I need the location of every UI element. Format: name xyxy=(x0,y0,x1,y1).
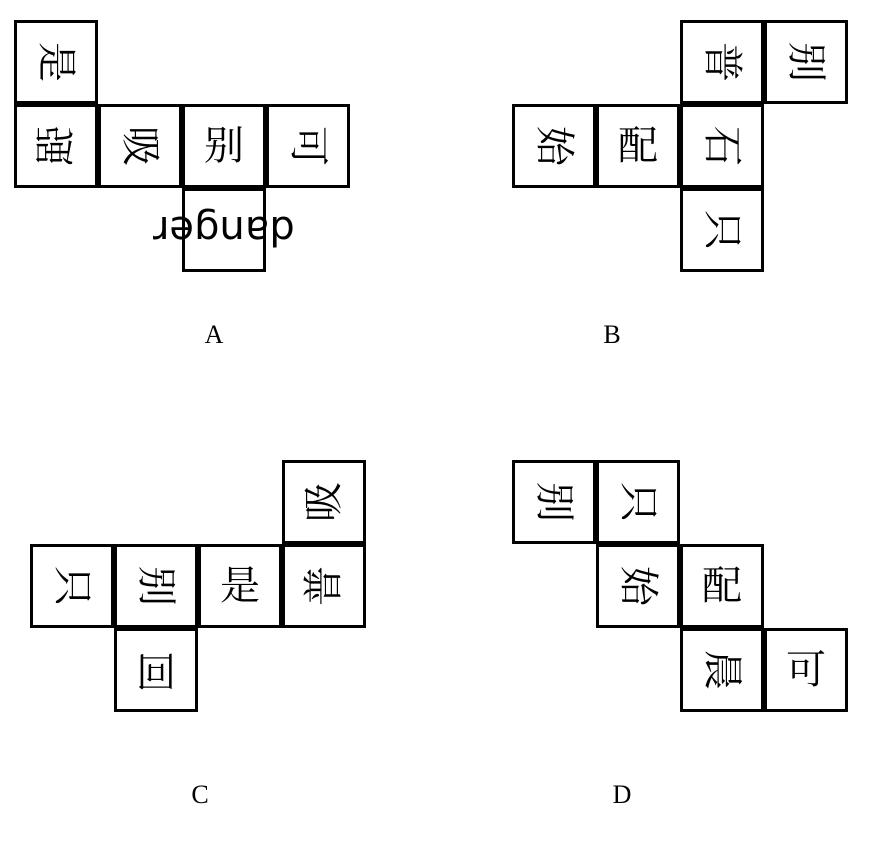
cube-net-d xyxy=(512,460,852,710)
cell-d-1 xyxy=(512,460,596,544)
cell-b-1-glyph: 普 xyxy=(699,42,745,82)
cell-b-4-glyph: 配 xyxy=(618,123,658,169)
cell-b-4 xyxy=(596,104,680,188)
figure-c xyxy=(30,460,390,820)
cell-d-3-glyph: 始 xyxy=(615,566,661,606)
cell-c-3-glyph: 别 xyxy=(133,566,179,606)
figure-b xyxy=(512,20,872,360)
cell-a-3-glyph: 吸 xyxy=(117,126,163,166)
cell-b-6-glyph: 只 xyxy=(699,210,745,250)
cell-d-4-glyph: 配 xyxy=(702,563,742,609)
figure-b-label: B xyxy=(603,320,621,349)
cube-net-c xyxy=(30,460,370,710)
figure-a xyxy=(14,20,344,360)
cell-b-5 xyxy=(680,104,764,188)
figure-a-label: A xyxy=(204,320,224,349)
cube-net-a xyxy=(14,20,331,270)
cell-d-4 xyxy=(680,544,764,628)
cell-b-3 xyxy=(512,104,596,188)
cell-d-6-glyph: 可 xyxy=(786,647,826,693)
cell-c-6 xyxy=(114,628,198,712)
cell-d-1-glyph: 别 xyxy=(531,482,577,522)
cell-c-3 xyxy=(114,544,198,628)
cube-net-b xyxy=(512,20,852,270)
cell-b-2 xyxy=(764,20,848,104)
cell-c-5 xyxy=(282,544,366,628)
figure-d-label: D xyxy=(612,780,632,809)
cell-b-6 xyxy=(680,188,764,272)
cell-a-2 xyxy=(14,104,98,188)
figure-d xyxy=(512,460,872,820)
cell-a-1 xyxy=(14,20,98,104)
cell-d-3 xyxy=(596,544,680,628)
cell-d-2 xyxy=(596,460,680,544)
cell-a-5-glyph: 可 xyxy=(285,126,331,166)
cell-c-2-glyph: 只 xyxy=(49,566,95,606)
cell-a-5 xyxy=(266,104,350,188)
cell-d-5 xyxy=(680,628,764,712)
cell-a-6-glyph: danger xyxy=(153,207,295,253)
cell-a-3 xyxy=(98,104,182,188)
cell-c-1 xyxy=(282,460,366,544)
cell-c-4-glyph: 是 xyxy=(220,563,260,609)
cell-a-4 xyxy=(182,104,266,188)
cell-b-3-glyph: 始 xyxy=(531,126,577,166)
cell-a-1-glyph: 是 xyxy=(33,42,79,82)
cell-b-1 xyxy=(680,20,764,104)
cell-a-6 xyxy=(153,188,295,272)
cell-d-6 xyxy=(764,628,848,712)
cell-d-2-glyph: 只 xyxy=(615,482,661,522)
cell-b-5-glyph: 石 xyxy=(699,126,745,166)
cell-b-2-glyph: 别 xyxy=(783,42,829,82)
cell-c-4 xyxy=(198,544,282,628)
cell-a-2-glyph: 强 xyxy=(33,126,79,166)
cell-c-2 xyxy=(30,544,114,628)
cell-c-5-glyph: 普 xyxy=(301,566,347,606)
cell-c-1-glyph: 吸 xyxy=(301,482,347,522)
cell-d-5-glyph: 晨 xyxy=(699,650,745,690)
cell-c-6-glyph: 回 xyxy=(136,647,176,693)
cell-a-4-glyph: 别 xyxy=(204,123,244,169)
figure-c-label: C xyxy=(191,780,209,809)
